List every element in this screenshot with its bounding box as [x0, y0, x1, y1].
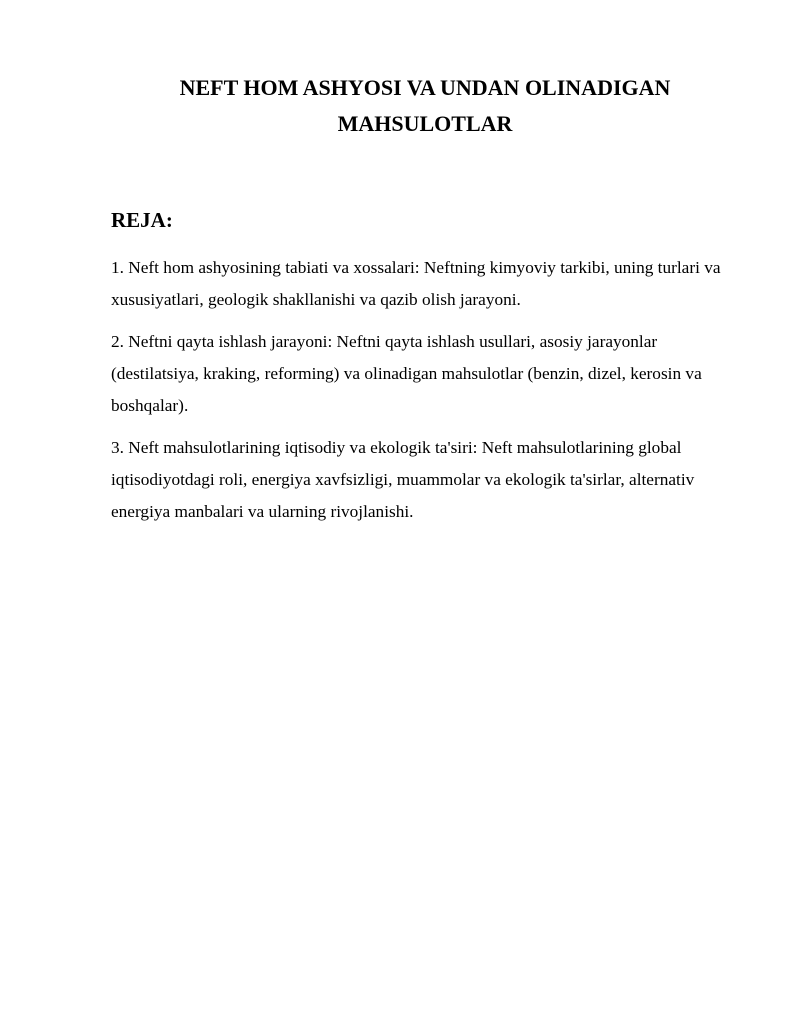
plan-list: [111, 252, 743, 538]
document-title: [110, 70, 740, 142]
plan-item-1: 1. Neft hom ashyosining tabiati va xossalari: Neftning kimyoviy tarkibi, uning turlari va xususiyatlari, geologik shakllanishi va qazib olish jarayoni.: [111, 258, 721, 309]
plan-heading: REJA:: [111, 208, 173, 232]
document-title-line-2: MAHSULOTLAR: [337, 111, 513, 136]
plan-item-2: 2. Neftni qayta ishlash jarayoni: Neftni qayta ishlash usullari, asosiy jarayonlar (destilatsiya, kraking, reforming) va olinadigan mahsulotlar (benzin, dizel, kerosin va boshqalar).: [111, 332, 702, 415]
document-title-line-1: NEFT HOM ASHYOSI VA UNDAN OLINADIGAN: [179, 75, 671, 100]
plan-item-3: 3. Neft mahsulotlarining iqtisodiy va ekologik ta'siri: Neft mahsulotlarining global iqtisodiyotdagi roli, energiya xavfsizligi, muammolar va ekologik ta'sirlar, alternativ energiya manbalari va ularning rivojlanishi.: [111, 438, 695, 521]
